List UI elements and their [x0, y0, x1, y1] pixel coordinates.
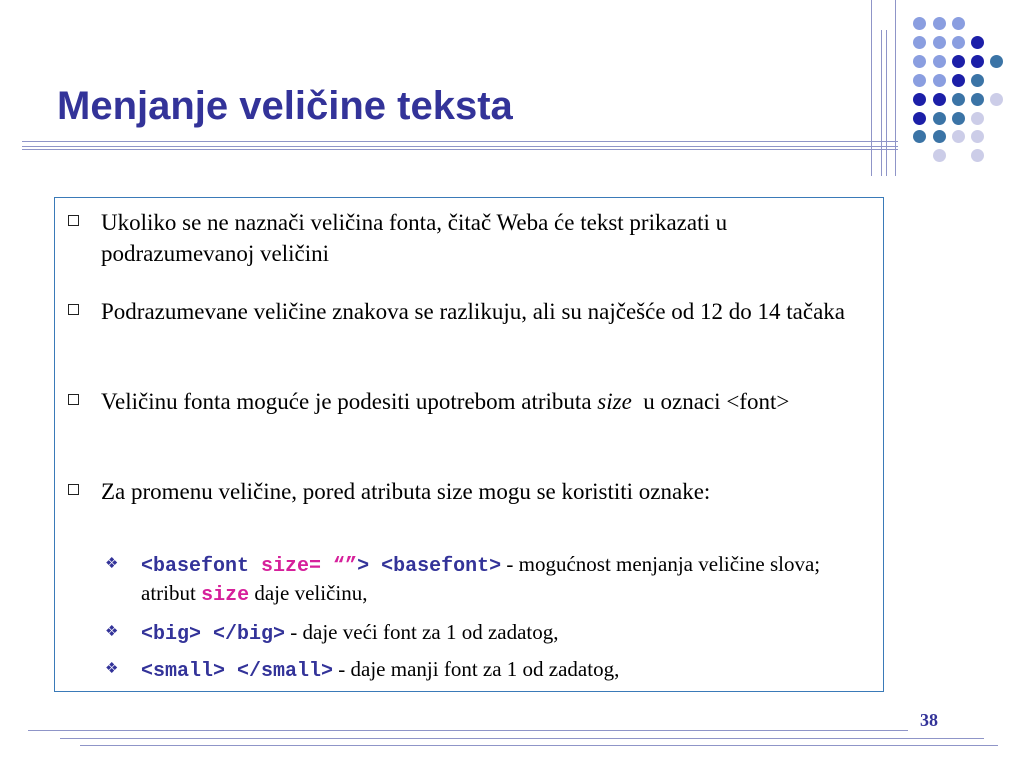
sub-bullet-text [141, 656, 841, 685]
code-tag: <small> </small> [141, 660, 334, 683]
title-underline-3 [22, 149, 898, 150]
bullet-text: Podrazumevane veličine znakova se razlikuju, ali su najčešće od 12 do 14 tačaka [101, 299, 846, 324]
code-attr: size= “” [261, 555, 358, 578]
decor-dot [913, 17, 926, 30]
square-bullet-icon [68, 215, 79, 226]
decor-dot [933, 36, 946, 49]
decor-dot [913, 36, 926, 49]
title-underline-2 [22, 146, 898, 147]
vertical-line-3 [886, 30, 887, 176]
bullet-text [101, 386, 876, 417]
bullet-text: Ukoliko se ne naznači veličina fonta, čitač Weba će tekst prikazati u podrazumevanoj veličini [101, 210, 728, 266]
decor-dot [933, 149, 946, 162]
decor-dot [971, 130, 984, 143]
decor-dot [952, 36, 965, 49]
code-tag: <basefont [141, 555, 250, 578]
decor-dot [971, 149, 984, 162]
decor-dot [933, 93, 946, 106]
square-bullet-icon [68, 484, 79, 495]
vertical-line-2 [881, 30, 882, 176]
decor-dot [990, 55, 1003, 68]
diamond-bullet-icon: ❖ [105, 556, 119, 572]
decor-dot [913, 74, 926, 87]
italic-size-word: size [597, 389, 632, 414]
content-box [54, 197, 884, 692]
bullet-text-part: u oznaci <font> [631, 389, 790, 414]
square-bullet-icon [68, 394, 79, 405]
decor-dot [990, 93, 1003, 106]
vertical-line-1 [871, 0, 872, 176]
decor-dot [971, 74, 984, 87]
desc-text: - mogućnost menjanja veličine slova; atribut [141, 552, 821, 605]
code-tag: > [357, 555, 370, 578]
square-bullet-icon [68, 304, 79, 315]
decor-dot [933, 74, 946, 87]
footer-line-3 [80, 745, 998, 746]
sub-bullet-text [141, 619, 841, 648]
bullet-text-part: Veličinu fonta moguće je podesiti upotrebom atributa [101, 389, 598, 414]
page-number: 38 [920, 710, 938, 730]
code-attr: size [201, 584, 250, 607]
desc-text: daje veličinu, [249, 581, 368, 605]
code-tag: <big> </big> [141, 623, 286, 646]
decor-dot [971, 93, 984, 106]
desc-text: - daje veći font za 1 od zadatog, [285, 620, 559, 644]
decor-dot [913, 130, 926, 143]
bullet-text: Za promenu veličine, pored atributa size mogu se koristiti oznake: [101, 479, 711, 504]
decor-dot [933, 55, 946, 68]
decor-dot [952, 74, 965, 87]
diamond-bullet-icon: ❖ [105, 624, 119, 640]
decor-dot [971, 55, 984, 68]
decor-dot [952, 130, 965, 143]
decor-dot [952, 17, 965, 30]
vertical-line-4 [895, 0, 896, 176]
footer-line-1 [28, 730, 908, 731]
desc-text: - daje manji font za 1 od zadatog, [333, 657, 620, 681]
decor-dot [971, 36, 984, 49]
slide-title: Menjanje veličine teksta [57, 84, 513, 128]
decor-dot [952, 93, 965, 106]
decor-dot [971, 112, 984, 125]
decor-dot [933, 17, 946, 30]
decor-dot [913, 112, 926, 125]
title-underline-1 [22, 141, 898, 142]
diamond-bullet-icon: ❖ [105, 661, 119, 677]
decor-dot [952, 55, 965, 68]
decor-dot [913, 93, 926, 106]
code-tag: <basefont> [381, 555, 502, 578]
decor-dot [952, 112, 965, 125]
footer-line-2 [60, 738, 984, 739]
decor-dot [913, 55, 926, 68]
decor-dot [933, 130, 946, 143]
sub-bullet-text [141, 551, 841, 609]
decor-dot [933, 112, 946, 125]
